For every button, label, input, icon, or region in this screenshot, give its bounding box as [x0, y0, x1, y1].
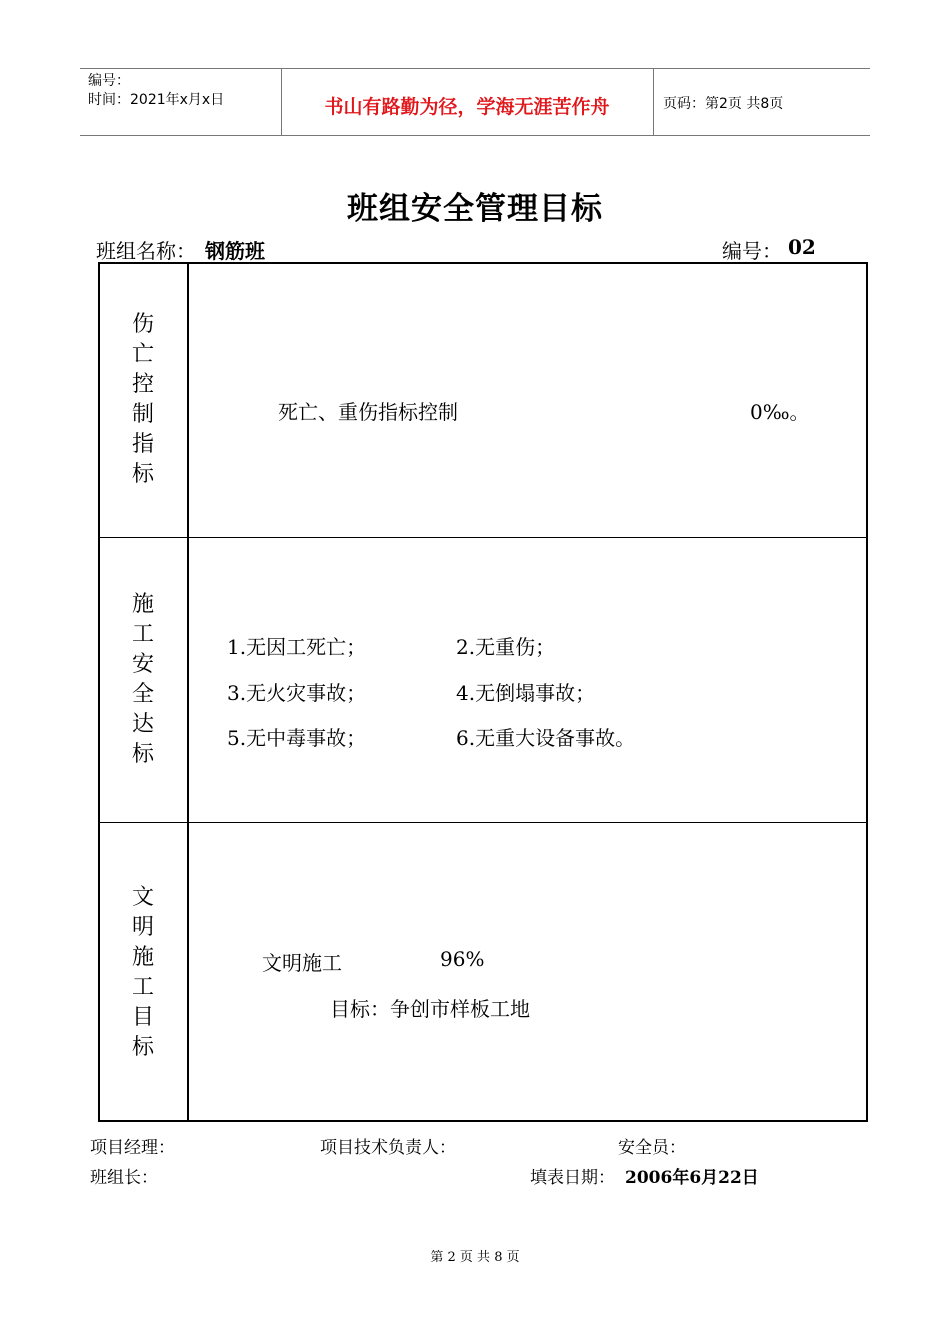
section-label-casualty: 伤 亡 控 制 指 标 [131, 312, 154, 487]
code-value: 02 [788, 235, 816, 259]
project-manager-label: 项目经理： [90, 1138, 175, 1158]
table-row-divider [98, 537, 868, 538]
section-label-civilized: 文 明 施 工 目 标 [131, 885, 154, 1060]
header-divider [653, 68, 654, 135]
list-item: 3.无火灾事故； [227, 681, 367, 705]
list-item: 1.无因工死亡； [227, 635, 367, 659]
safety-officer-label: 安全员： [618, 1138, 686, 1158]
list-item: 2.无重伤； [456, 635, 556, 659]
header-top-rule [80, 68, 870, 69]
civilized-rate-label: 文明施工 [262, 951, 342, 975]
team-name-value: 钢筋班 [205, 239, 265, 263]
fill-date-label: 填表日期： [530, 1168, 615, 1188]
list-item: 5.无中毒事故； [227, 726, 367, 750]
casualty-indicator-value: 0‰。 [750, 400, 810, 424]
header-bottom-rule [80, 135, 870, 136]
list-item: 6.无重大设备事故。 [456, 726, 636, 750]
page-number: 第 2 页 共 8 页 [430, 1250, 520, 1265]
civilized-rate-value: 96% [440, 947, 485, 971]
header-time: 时间：2021年x月x日 [88, 92, 225, 108]
fill-date-value: 2006年6月22日 [625, 1168, 759, 1188]
code-label: 编号： [722, 239, 782, 263]
casualty-indicator-text: 死亡、重伤指标控制 [278, 400, 458, 424]
header-page-info: 页码：第2页 共8页 [663, 96, 784, 112]
header-motto: 书山有路勤为径，学海无涯苦作舟 [324, 96, 610, 118]
list-item: 4.无倒塌事故； [456, 681, 596, 705]
tech-lead-label: 项目技术负责人： [320, 1138, 456, 1158]
page-title: 班组安全管理目标 [347, 191, 603, 227]
team-leader-label: 班组长： [90, 1168, 158, 1188]
table-row-divider [98, 822, 868, 823]
section-label-safety: 施 工 安 全 达 标 [131, 592, 154, 767]
team-name-label: 班组名称： [96, 239, 196, 263]
header-number-label: 编号： [88, 73, 130, 89]
table-column-divider [187, 262, 189, 1122]
civilized-goal: 目标：争创市样板工地 [330, 997, 530, 1021]
